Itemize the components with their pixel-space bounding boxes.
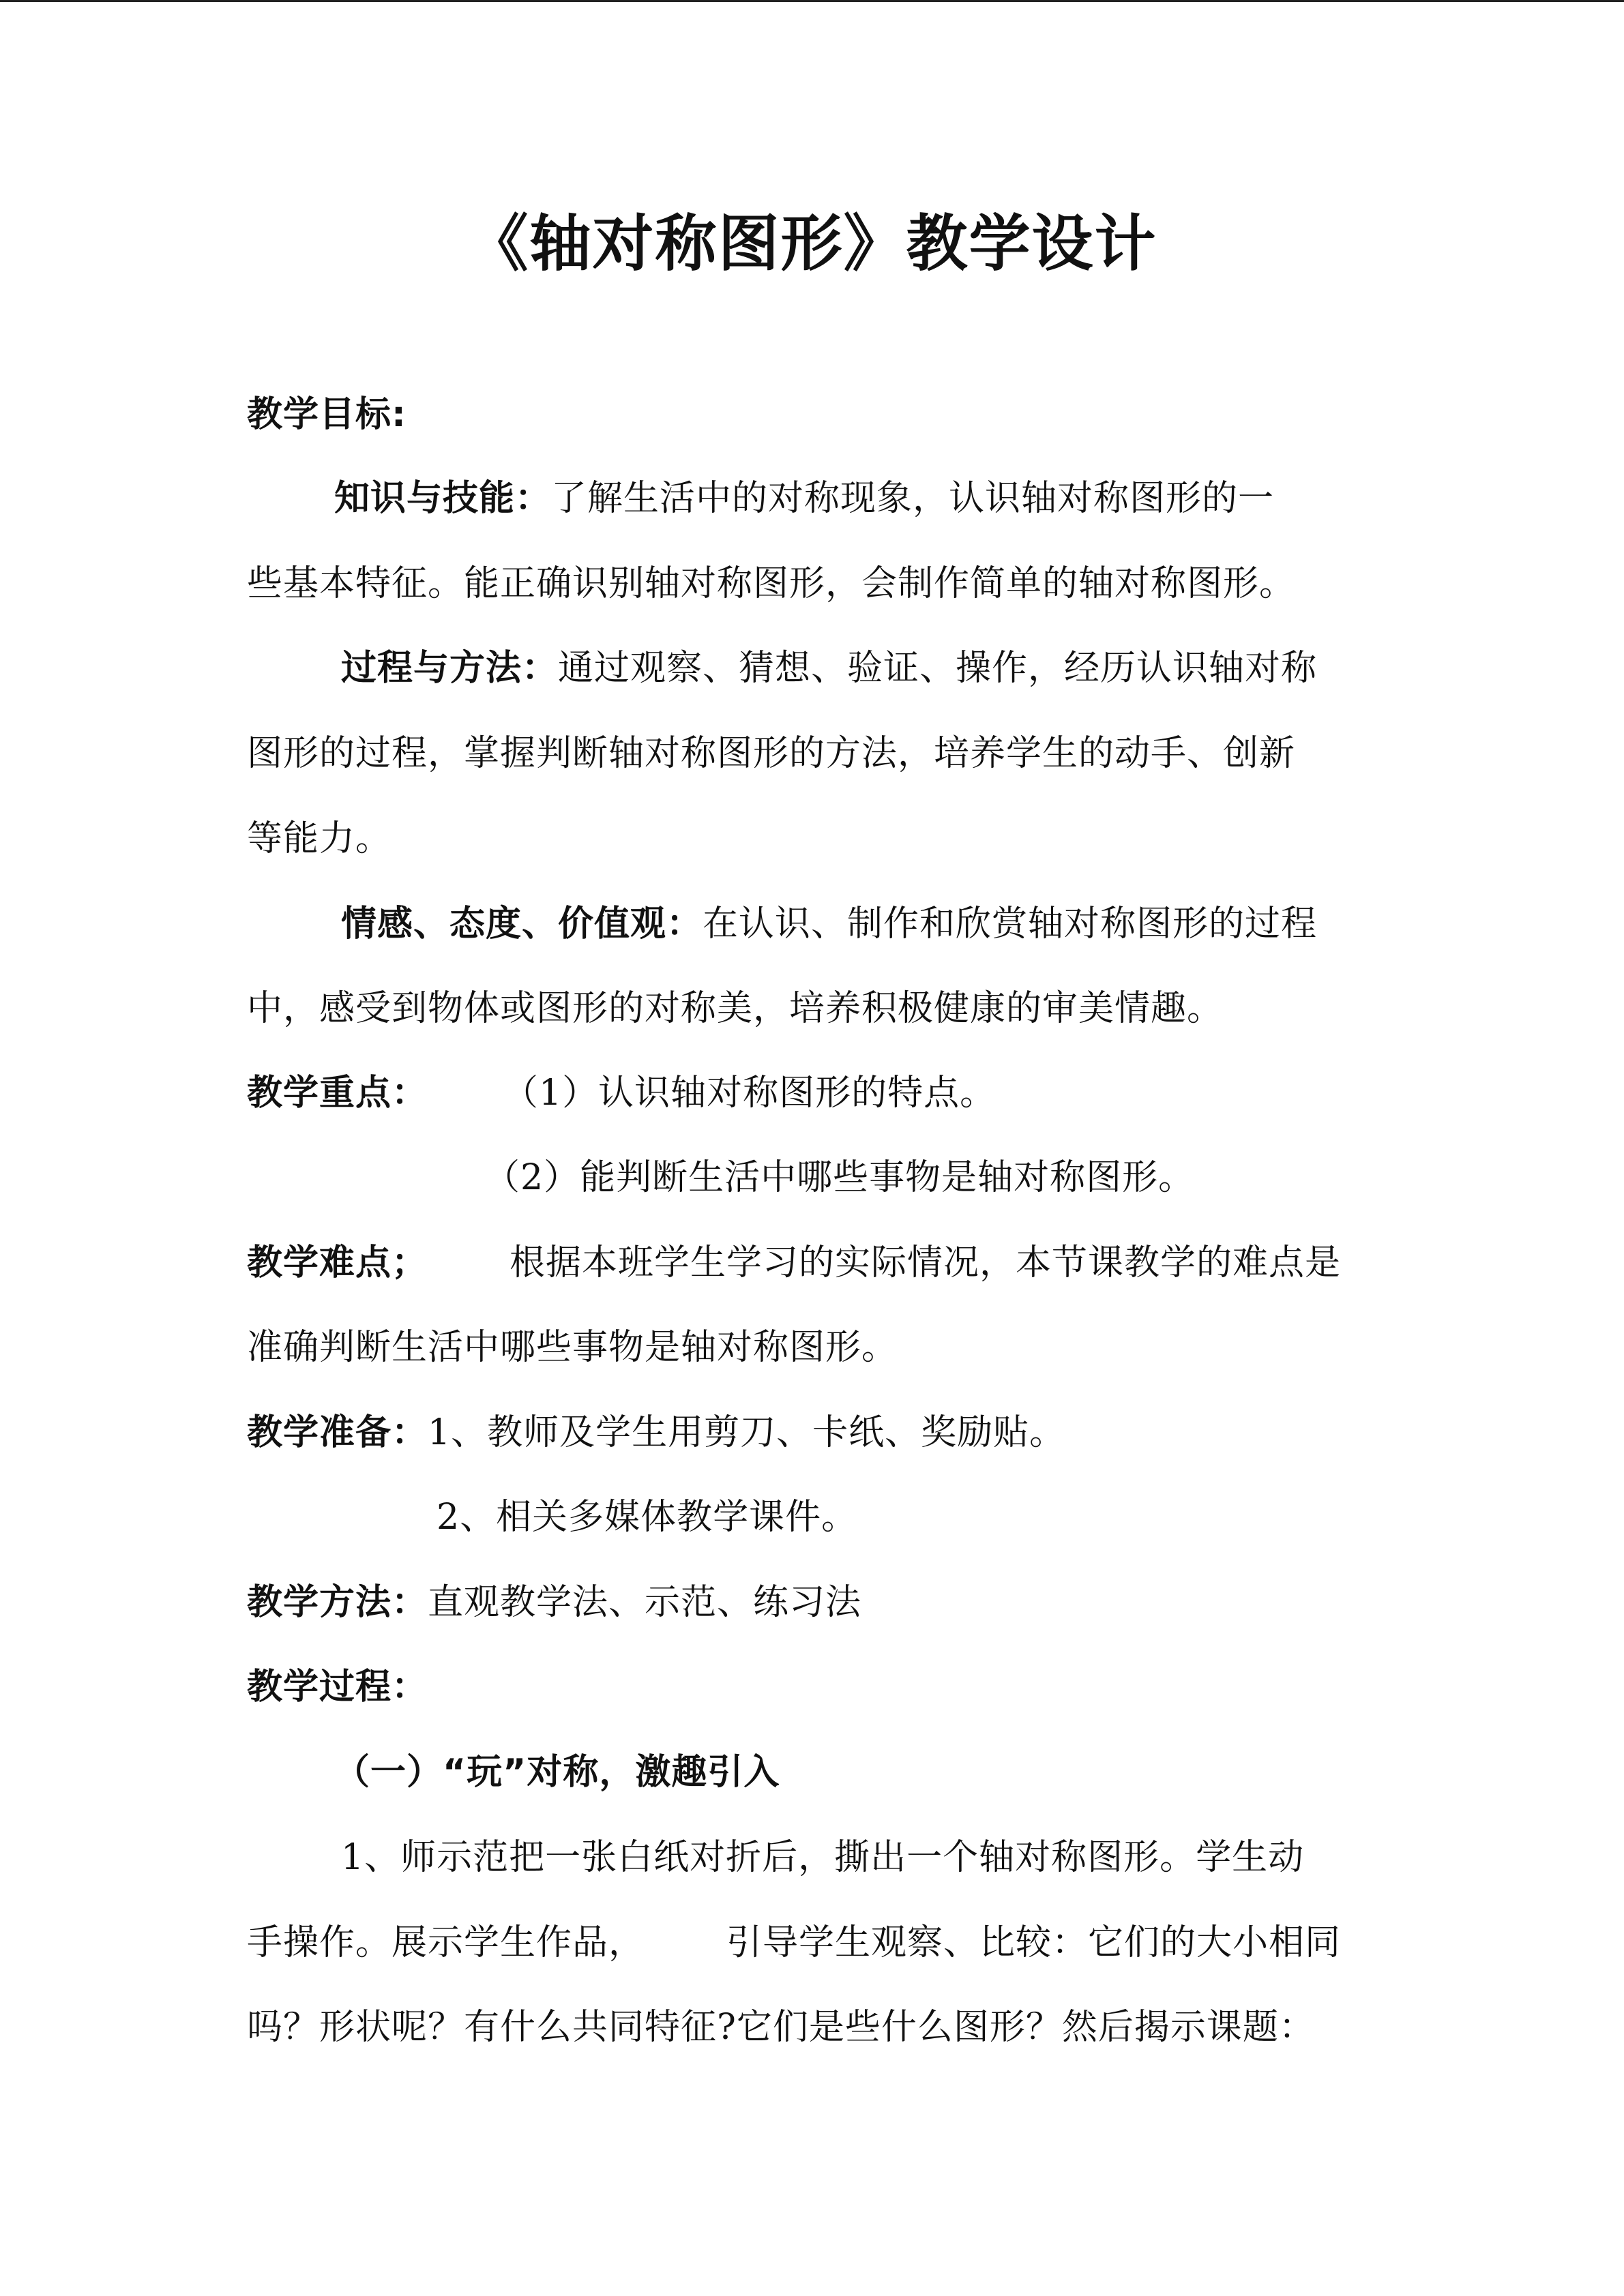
keypoint-2: （2）能判断生活中哪些事物是轴对称图形。 (484, 1157, 1195, 1198)
step-1-line-2b: 引导学生观察、比较：它们的大小相同 (726, 1922, 1342, 1963)
method-line (247, 1575, 861, 1630)
difficulty-line-2: 准确判断生活中哪些事物是轴对称图形。 (247, 1327, 898, 1368)
emotion-line-2: 中，感受到物体或图形的对称美，培养积极健康的审美情趣。 (247, 988, 1224, 1029)
emotion-label: 情感、态度、价值观： (341, 904, 703, 944)
process-line-1 (341, 641, 1317, 696)
emotion-text-1: 在认识、制作和欣赏轴对称图形的过程 (703, 904, 1318, 944)
step-1-line-2a: 手操作。展示学生作品， (247, 1922, 645, 1963)
emotion-line-1 (341, 897, 1317, 951)
method-text: 直观教学法、示范、练习法 (428, 1582, 862, 1623)
difficulty-label: 教学难点； (247, 1242, 428, 1283)
difficulty-text-1: 根据本班学生学习的实际情况，本节课教学的难点是 (510, 1242, 1342, 1283)
keypoint-1: （1）认识轴对称图形的特点。 (503, 1073, 996, 1114)
section-1-heading: （一）“玩”对称，激趣引入 (334, 1752, 780, 1793)
process-heading: 教学过程： (247, 1667, 428, 1708)
knowledge-line-2: 些基本特征。能正确识别轴对称图形，会制作简单的轴对称图形。 (247, 563, 1296, 604)
difficulty-line-1 (247, 1236, 1341, 1290)
method-label: 教学方法： (247, 1582, 428, 1623)
knowledge-label: 知识与技能： (334, 478, 552, 519)
objectives-heading: 教学目标: (247, 394, 407, 435)
process-label: 过程与方法： (341, 648, 559, 689)
step-1-line-3: 吗？形状呢？有什么共同特征?它们是些什么图形？然后揭示课题： (247, 2007, 1315, 2048)
preparation-1: 1、教师及学生用剪刀、卡纸、奖励贴。 (428, 1412, 1066, 1453)
knowledge-text-1: 了解生活中的对称现象，认识轴对称图形的一 (551, 478, 1275, 519)
document-title: 《轴对称图形》教学设计 (467, 208, 1157, 280)
process-text-1: 通过观察、猜想、验证、操作，经历认识轴对称 (558, 648, 1318, 689)
keypoints-line-1 (247, 1066, 996, 1120)
preparation-2: 2、相关多媒体教学课件。 (437, 1497, 858, 1538)
keypoints-label: 教学重点： (247, 1073, 428, 1114)
step-1-line-2 (247, 1915, 1341, 1970)
process-line-2: 图形的过程，掌握判断轴对称图形的方法，培养学生的动手、创新 (247, 733, 1296, 774)
preparation-line-1 (247, 1405, 1065, 1460)
process-line-3: 等能力。 (247, 818, 392, 859)
preparation-label: 教学准备： (247, 1412, 428, 1453)
knowledge-line-1 (334, 471, 1274, 526)
step-1-line-1: 1、师示范把一张白纸对折后，撕出一个轴对称图形。学生动 (341, 1837, 1305, 1878)
